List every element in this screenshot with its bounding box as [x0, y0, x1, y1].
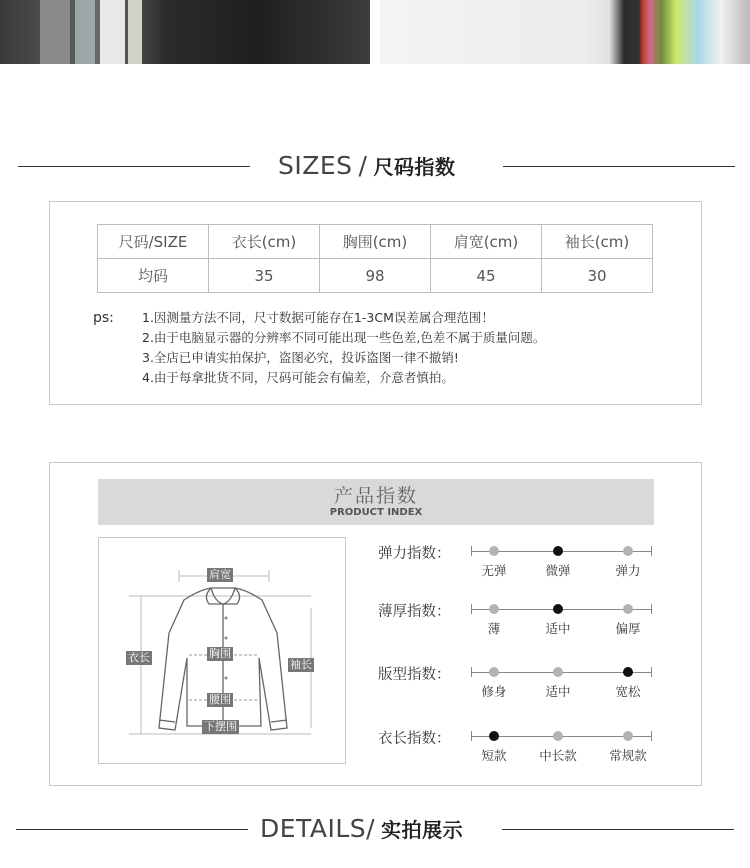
index-scale-tick: [651, 604, 652, 614]
label-waist: 腰围: [209, 693, 231, 706]
label-hem: 下摆围: [204, 720, 237, 733]
index-dot-selected: [553, 604, 563, 614]
index-dot: [489, 546, 499, 556]
index-option-label: 偏厚: [615, 621, 641, 636]
index-dot-selected: [553, 546, 563, 556]
index-dot: [489, 667, 499, 677]
table-header-cell: 肩宽(cm): [431, 225, 542, 259]
index-scale-tick: [471, 667, 472, 677]
index-dot: [623, 731, 633, 741]
index-label: 版型指数：: [378, 667, 451, 683]
index-dot: [489, 604, 499, 614]
index-scale-tick: [651, 731, 652, 741]
index-dot: [553, 731, 563, 741]
index-option-label: 微弹: [545, 563, 571, 578]
heading-slash: /: [366, 814, 376, 843]
index-dot: [623, 546, 633, 556]
product-index-subtitle: PRODUCT INDEX: [329, 507, 423, 518]
table-cell: 均码: [98, 259, 209, 293]
index-scale-tick: [471, 731, 472, 741]
index-dot: [553, 667, 563, 677]
index-option-label: 无弹: [481, 563, 507, 578]
table-cell: 35: [209, 259, 320, 293]
index-scale-tick: [651, 546, 652, 556]
index-option-label: 宽松: [615, 684, 641, 699]
table-header-cell: 尺码/SIZE: [98, 225, 209, 259]
label-sleeve: 袖长: [290, 658, 312, 671]
table-header-cell: 衣长(cm): [209, 225, 320, 259]
sizes-heading-en: SIZES: [278, 151, 353, 180]
index-scale-tick: [471, 546, 472, 556]
table-header-cell: 袖长(cm): [542, 225, 653, 259]
note-line: 3.全店已申请实拍保护，盗图必究，投诉盗图一律不撤销!: [142, 350, 459, 365]
table-cell: 98: [320, 259, 431, 293]
index-scale-tick: [651, 667, 652, 677]
label-chest: 胸围: [209, 647, 231, 660]
sizes-heading-zh: 尺码指数: [373, 155, 456, 179]
details-heading: [260, 814, 463, 843]
table-header-cell: 胸围(cm): [320, 225, 431, 259]
note-line: 1.因测量方法不同，尺寸数据可能存在1-3CM误差属合理范围！: [142, 310, 494, 325]
heading-rule-left: [16, 829, 248, 830]
note-line: 4.由于每拿批货不同，尺码可能会有偏差，介意者慎拍。: [142, 370, 454, 385]
table-cell: 30: [542, 259, 653, 293]
index-option-label: 薄: [487, 621, 501, 636]
index-scale-tick: [471, 604, 472, 614]
index-dot: [623, 604, 633, 614]
index-option-label: 中长款: [539, 748, 577, 763]
index-label: 薄厚指数：: [378, 604, 451, 620]
note-line: 2.由于电脑显示器的分辨率不同可能出现一些色差,色差不属于质量问题。: [142, 330, 546, 345]
label-length: 衣长: [128, 651, 150, 664]
index-dot-selected: [489, 731, 499, 741]
index-option-label: 适中: [545, 621, 571, 636]
details-heading-en: DETAILS: [260, 814, 367, 843]
index-label: 弹力指数：: [378, 546, 451, 562]
table-cell: 45: [431, 259, 542, 293]
heading-slash: /: [358, 151, 368, 180]
index-label: 衣长指数：: [378, 731, 451, 747]
index-option-label: 修身: [481, 684, 507, 699]
index-option-label: 短款: [481, 748, 507, 763]
index-dot-selected: [623, 667, 633, 677]
heading-rule-right: [502, 829, 734, 830]
index-option-label: 适中: [545, 684, 571, 699]
index-option-label: 常规款: [609, 748, 647, 763]
label-shoulder: 肩宽: [209, 568, 231, 581]
details-heading-zh: 实拍展示: [381, 818, 464, 842]
index-option-label: 弹力: [615, 563, 641, 578]
product-index-title: 产品指数: [333, 485, 418, 507]
notes-label: ps:: [93, 310, 114, 326]
